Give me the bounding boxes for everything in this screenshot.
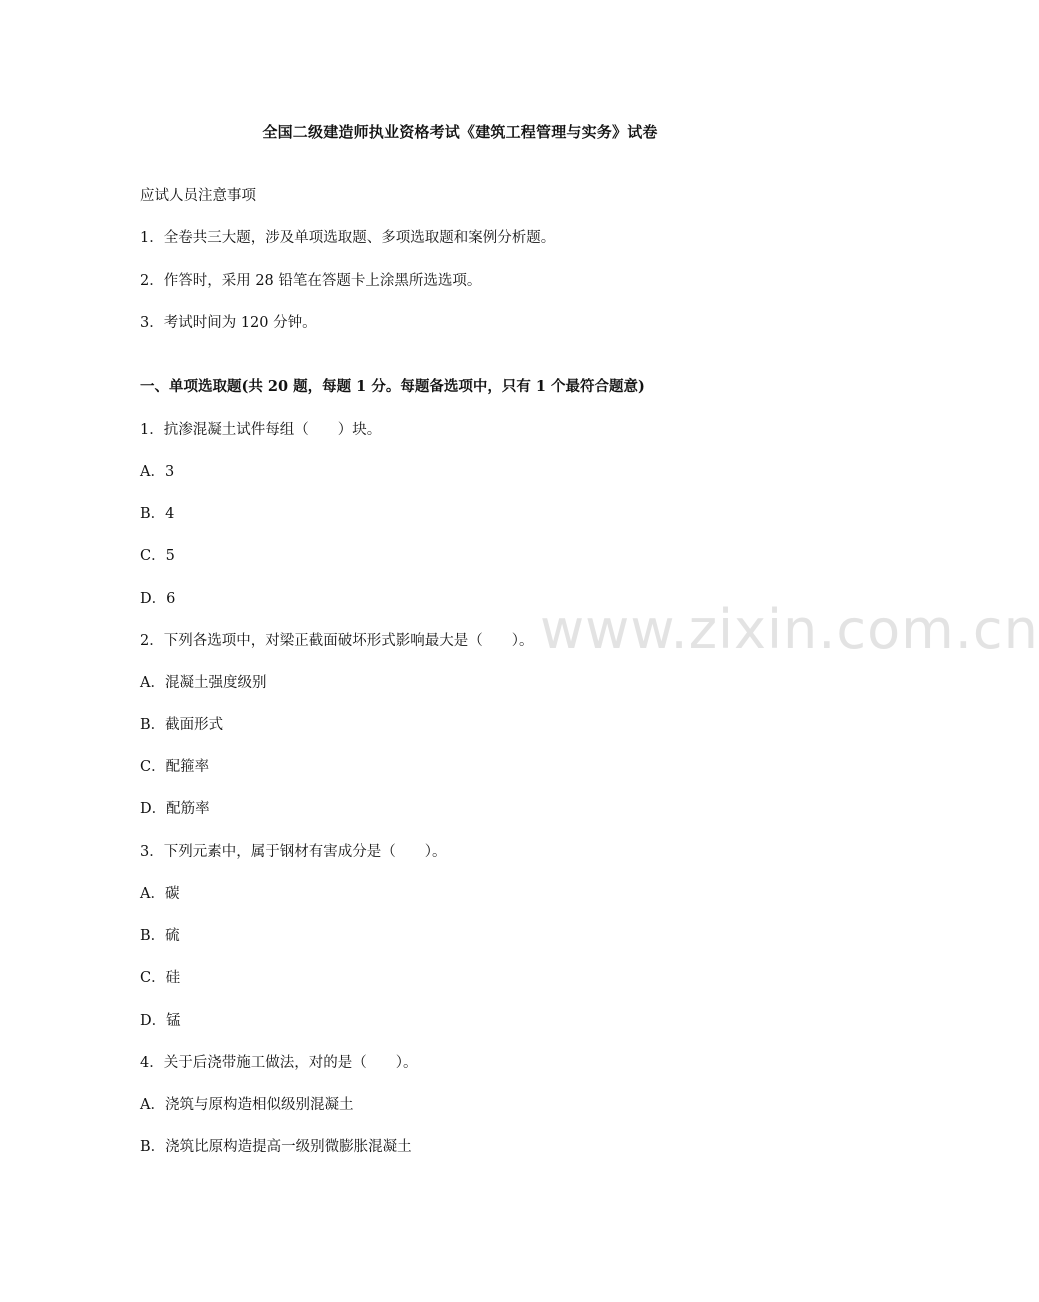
notice-item: 1．全卷共三大题，涉及单项选取题、多项选取题和案例分析题。 [140, 230, 556, 246]
question-option: D．6 [140, 591, 176, 607]
question-option: C．配箍率 [140, 759, 210, 775]
question-option: B．截面形式 [140, 717, 224, 733]
question-option: B．硫 [140, 928, 180, 944]
question-stem: 3．下列元素中，属于钢材有害成分是（ ）。 [140, 844, 447, 860]
notice-item: 2．作答时，采用 28 铅笔在答题卡上涂黑所选选项。 [140, 273, 482, 289]
question-option: D．锰 [140, 1013, 181, 1029]
question-option: B．4 [140, 506, 175, 522]
question-option: B．浇筑比原构造提高一级别微膨胀混凝土 [140, 1139, 412, 1155]
watermark: www.zixin.com.cn [540, 598, 1039, 661]
question-option: A．3 [140, 464, 175, 480]
question-option: A．碳 [140, 886, 180, 902]
question-stem: 2．下列各选项中，对梁正截面破坏形式影响最大是（ ）。 [140, 633, 534, 649]
question-option: D．配筋率 [140, 801, 210, 817]
question-option: A．混凝土强度级别 [140, 675, 267, 691]
document-title: 全国二级建造师执业资格考试《建筑工程管理与实务》试卷 [262, 123, 658, 141]
section-heading: 一、单项选取题(共 20 题，每题 1 分。每题备选项中，只有 1 个最符合题意) [140, 378, 645, 395]
question-option: A．浇筑与原构造相似级别混凝土 [140, 1097, 354, 1113]
question-option: C．硅 [140, 970, 181, 986]
notice-heading: 应试人员注意事项 [140, 188, 256, 204]
notice-item: 3．考试时间为 120 分钟。 [140, 315, 317, 331]
question-option: C．5 [140, 548, 175, 564]
question-stem: 1．抗渗混凝土试件每组（ ）块。 [140, 422, 382, 438]
question-stem: 4．关于后浇带施工做法，对的是（ ）。 [140, 1055, 418, 1071]
